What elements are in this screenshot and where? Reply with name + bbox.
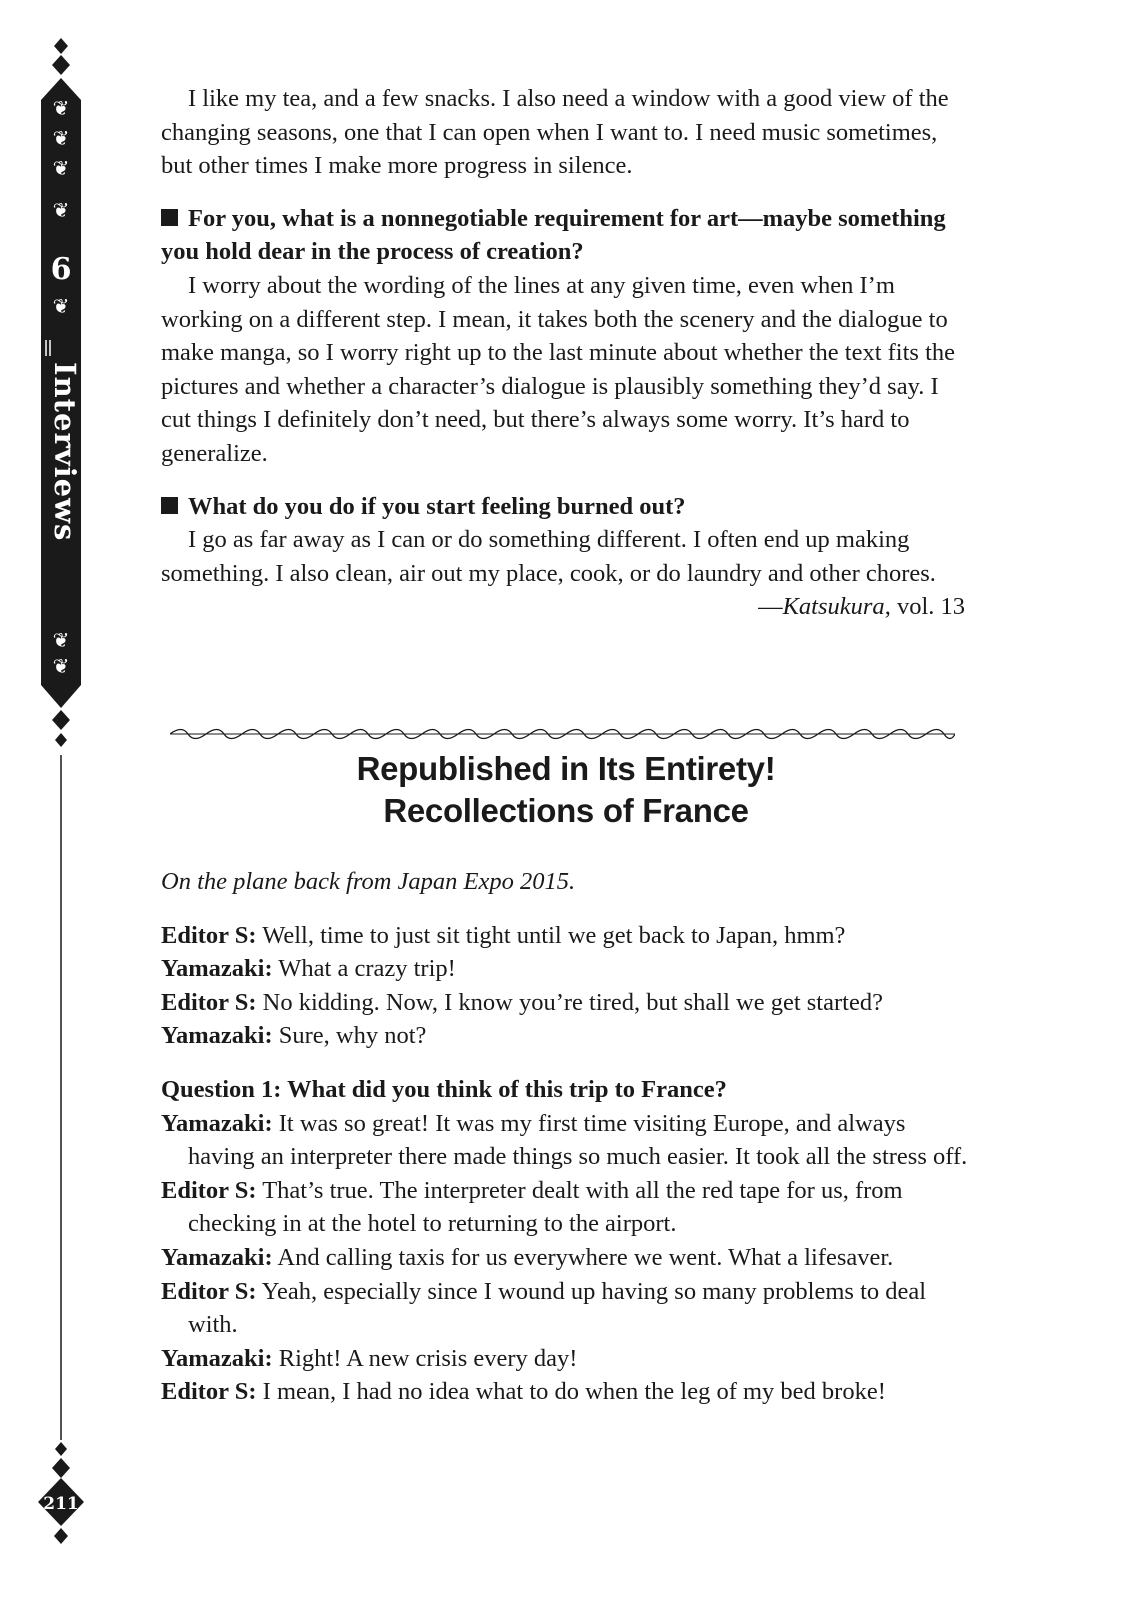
ornamental-divider [170, 726, 955, 742]
bottom-flourish: ❦ [52, 628, 70, 652]
speaker-name: Yamazaki: [161, 955, 273, 983]
speaker-name: Editor S: [161, 921, 257, 949]
question-text: What do you do if you start feeling burned out? [188, 492, 686, 520]
number-flourish: ❦ [52, 294, 70, 318]
square-bullet-icon [161, 497, 178, 514]
top-flourish: ❦ [52, 126, 70, 150]
credit-title: Katsukura [782, 593, 885, 621]
dialogue-line [161, 1275, 971, 1342]
dialogue-text: Right! A new crisis every day! [272, 1344, 578, 1372]
section-title: Interviews [48, 362, 82, 542]
heading-line-1: Republished in Its Entirety! [356, 750, 776, 787]
sidebar-ornament [0, 0, 130, 1600]
dialogue-line [161, 919, 971, 953]
dialogue-line [161, 1342, 971, 1376]
dialogue-text: No kidding. Now, I know you’re tired, but shall we get started? [256, 988, 883, 1016]
speaker-name: Yamazaki: [161, 1243, 273, 1271]
speaker-name: Editor S: [161, 1277, 257, 1305]
dialogue-text: Well, time to just sit tight until we get back to Japan, hmm? [256, 921, 846, 949]
article-intro: On the plane back from Japan Expo 2015. [161, 868, 576, 895]
interview-continuation [161, 82, 971, 624]
dialogue-text: Sure, why not? [272, 1022, 427, 1050]
number-flourish: ❦ [52, 198, 70, 222]
question-heading [161, 202, 971, 269]
heading-line-2: Recollections of France [383, 792, 749, 829]
square-bullet-icon [161, 209, 178, 226]
answer-paragraph: I like my tea, and a few snacks. I also need a window with a good view of the changing seasons, one that I can open when I want to. I need music sometimes, but other times I make more progress in silence. [161, 85, 949, 180]
section-number: 6 [50, 252, 72, 287]
dialogue-text: I mean, I had no idea what to do when the leg of my bed broke! [256, 1378, 886, 1406]
credit-volume: , vol. 13 [884, 593, 965, 621]
bottom-flourish: ❦ [52, 654, 70, 678]
dialogue-line [161, 1241, 971, 1275]
question-text: For you, what is a nonnegotiable requirement for art—maybe something you hold dear in the process of creation? [161, 204, 946, 266]
speaker-name: Editor S: [161, 988, 257, 1016]
article-heading [161, 748, 971, 832]
dialogue-text: It was so great! It was my first time visiting Europe, and always having an interpreter there made things so much easier. It took all the stress off. [188, 1109, 968, 1171]
source-credit [161, 590, 971, 624]
top-flourish: ❦ [52, 156, 70, 180]
dialogue-line [161, 1107, 971, 1174]
question-heading: Question 1: What did you think of this trip to France? [161, 1075, 727, 1103]
dialogue-line [161, 986, 971, 1020]
question-heading [161, 490, 971, 524]
speaker-name: Yamazaki: [161, 1109, 273, 1137]
speaker-name: Editor S: [161, 1176, 257, 1204]
dialogue-line [161, 952, 971, 986]
speaker-name: Yamazaki: [161, 1022, 273, 1050]
dialogue-line [161, 1375, 971, 1409]
page-number: 211 [43, 1494, 79, 1514]
speaker-name: Yamazaki: [161, 1344, 273, 1372]
article-body [161, 865, 971, 1409]
answer-paragraph: I go as far away as I can or do something different. I often end up making something. I also clean, air out my place, cook, or do laundry and other chores. [161, 526, 936, 587]
chapter-sidebar [0, 0, 130, 1600]
dialogue-text: Yeah, especially since I wound up having so many problems to deal with. [188, 1277, 927, 1339]
speaker-name: Editor S: [161, 1378, 257, 1406]
dialogue-text: That’s true. The interpreter dealt with all the red tape for us, from checking in at the hotel to returning to the airport. [188, 1176, 903, 1238]
dialogue-line [161, 1174, 971, 1241]
dialogue-text: And calling taxis for us everywhere we went. What a lifesaver. [272, 1243, 894, 1271]
answer-paragraph: I worry about the wording of the lines at any given time, even when I’m working on a different step. I mean, it takes both the scenery and the dialogue to make manga, so I worry right up to the last minute about whether the text fits the pictures and whether a character’s dialogue is plausibly something they’d say. I cut things I definitely don’t need, but there’s always some worry. It’s hard to generalize. [161, 271, 956, 467]
dialogue-text: What a crazy trip! [272, 955, 456, 983]
credit-dash: — [758, 593, 783, 621]
top-flourish: ❦ [52, 96, 70, 120]
dialogue-line [161, 1019, 971, 1053]
